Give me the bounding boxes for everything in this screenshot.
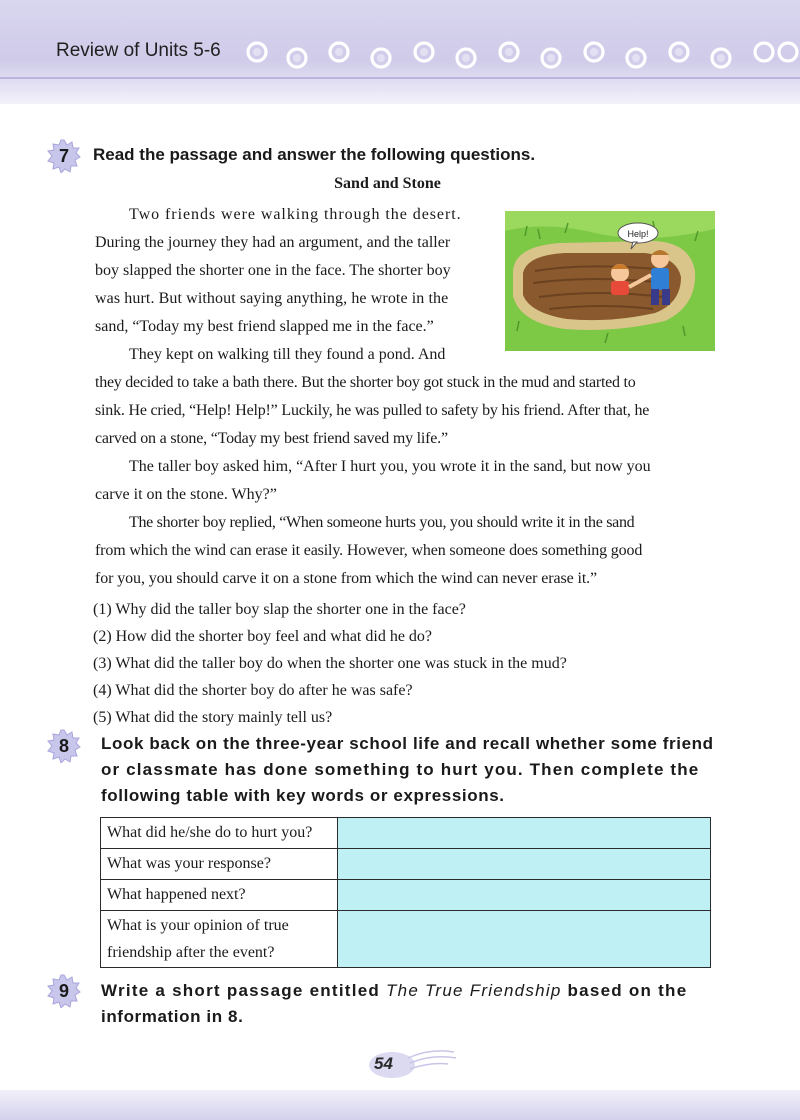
passage-line: Two friends were walking through the desert. — [129, 206, 462, 223]
task-7-title: Read the passage and answer the following questions. — [93, 145, 536, 164]
passage-line: for you, you should carve it on a stone from which the wind can never erase it.” — [95, 570, 598, 587]
task-8-instruction — [101, 731, 714, 809]
recall-table — [100, 817, 711, 968]
passage-line: They kept on walking till they found a pond. And — [129, 346, 446, 363]
instruction-line: Look back on the three-year school life and recall whether some friend — [101, 734, 714, 753]
passage-line: sand, “Today my best friend slapped me in the face.” — [95, 318, 434, 335]
instruction-line — [101, 978, 687, 1004]
table-question-cell: What was your response? — [101, 849, 338, 880]
table-question-cell: What happened next? — [101, 880, 338, 911]
question-item: (5) What did the story mainly tell us? — [93, 709, 333, 726]
passage-title: Sand and Stone — [334, 175, 441, 192]
table-row — [101, 818, 711, 849]
table-answer-cell[interactable] — [338, 849, 711, 880]
table-answer-cell[interactable] — [338, 911, 711, 968]
table-row — [101, 849, 711, 880]
page-number-text: 54 — [374, 1054, 393, 1073]
speech-bubble-text: Help! — [627, 229, 649, 239]
task-7-badge — [47, 139, 81, 173]
table-answer-cell[interactable] — [338, 880, 711, 911]
passage-line: they decided to take a bath there. But the shorter boy got stuck in the mud and started to — [95, 374, 636, 391]
table-answer-cell[interactable] — [338, 818, 711, 849]
task-9-badge — [47, 974, 81, 1008]
task-8-number: 8 — [58, 736, 69, 756]
task-9-instruction — [101, 978, 687, 1030]
unit-title: Review of Units 5-6 — [56, 40, 221, 61]
instruction-text: based on the — [561, 981, 688, 1000]
instruction-text: Write a short passage entitled — [101, 981, 387, 1000]
passage-line: sink. He cried, “Help! Help!” Luckily, he was pulled to safety by his friend. After that, he — [95, 402, 650, 419]
passage-line: from which the wind can erase it easily. However, when someone does something good — [95, 542, 643, 559]
table-row — [101, 880, 711, 911]
instruction-line: information in 8. — [101, 1007, 244, 1026]
illustration-mud-rescue — [505, 211, 715, 351]
table-question-cell: What did he/she do to hurt you? — [101, 818, 338, 849]
task-9-number: 9 — [58, 981, 69, 1001]
question-item: (1) Why did the taller boy slap the shorter one in the face? — [93, 601, 466, 618]
instruction-line: following table with key words or expressions. — [101, 786, 505, 805]
question-item: (3) What did the taller boy do when the shorter one was stuck in the mud? — [93, 655, 567, 672]
passage-line: The taller boy asked him, “After I hurt you, you wrote it in the sand, but now you — [129, 458, 651, 475]
passage-line: carved on a stone, “Today my best friend saved my life.” — [95, 430, 448, 447]
passage-line: The shorter boy replied, “When someone hurts you, you should write it in the sand — [129, 514, 635, 531]
passage-line: carve it on the stone. Why?” — [95, 486, 277, 503]
instruction-line: or classmate has done something to hurt you. Then complete the — [101, 760, 700, 779]
passage-line: boy slapped the shorter one in the face. The shorter boy — [95, 262, 451, 279]
footer-band — [0, 1090, 800, 1120]
task-8-badge — [47, 729, 81, 763]
passage-line: was hurt. But without saying anything, he wrote in the — [95, 290, 449, 307]
table-row — [101, 911, 711, 968]
page-number — [368, 1046, 428, 1080]
passage-title-italic: The True Friendship — [386, 981, 562, 1000]
question-item: (4) What did the shorter boy do after he was safe? — [93, 682, 413, 699]
task-7-number: 7 — [58, 146, 69, 166]
question-item: (2) How did the shorter boy feel and what did he do? — [93, 628, 433, 645]
passage-line: During the journey they had an argument, and the taller — [95, 234, 451, 251]
table-question-cell: What is your opinion of true friendship after the event? — [101, 911, 338, 968]
